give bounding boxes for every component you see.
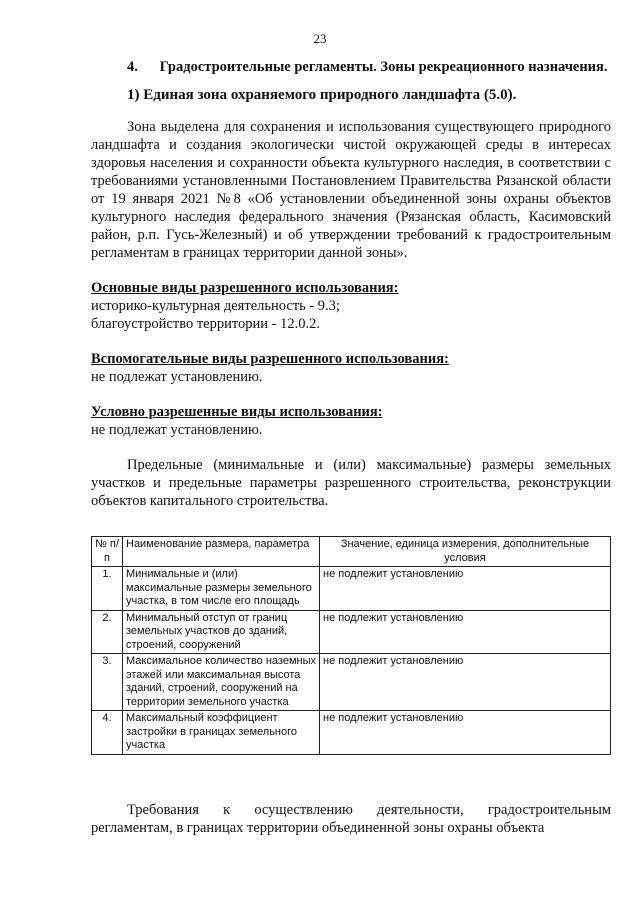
row-name: Минимальные и (или) максимальные размеры земельного участка, в том числе его площадь	[123, 567, 320, 611]
section-heading: 4. Градостроительные регламенты. Зоны рекреационного назначения.	[127, 59, 608, 75]
row-num: 3.	[92, 654, 123, 711]
header-num: № п/п	[92, 537, 123, 567]
parameters-table	[91, 536, 611, 755]
main-uses-title: Основные виды разрешенного использования:	[91, 280, 399, 296]
row-value: не подлежит установлению	[320, 711, 611, 755]
conditional-uses-block	[91, 403, 611, 439]
auxiliary-uses-block	[91, 350, 611, 386]
table-row	[92, 567, 611, 611]
conditional-uses-title: Условно разрешенные виды использования:	[91, 404, 383, 420]
row-num: 1.	[92, 567, 123, 611]
table-row	[92, 711, 611, 755]
final-paragraph: Требования к осуществлению деятельности, градостроительным регламентам, в границах территории объединенной зоны охраны объекта	[91, 802, 611, 836]
zone-description: Зона выделена для сохранения и использования существующего природного ландшафта и создания экологически чистой окружающей среды в интересах здоровья населения и сохранности объекта культурного наследия, в соответствии с требованиями установленными Постановлением Правительства Рязанской области от 19 января 2021 №8 «Об установлении объединенной зоны охраны объектов культурного наследия федерального значения (Рязанская область, Касимовский район, р.п. Гусь-Железный) и об утверждении требований к градостроительным регламентам в границах территории данной зоны».	[91, 119, 611, 261]
table-row	[92, 654, 611, 711]
row-value: не подлежит установлению	[320, 654, 611, 711]
main-use-item: благоустройство территории - 12.0.2.	[91, 316, 320, 332]
row-name: Минимальный отступ от границ земельных участков до зданий, строений, сооружений	[123, 610, 320, 654]
row-num: 2.	[92, 610, 123, 654]
header-name: Наименование размера, параметра	[123, 537, 320, 567]
auxiliary-uses-title: Вспомогательные виды разрешенного использования:	[91, 351, 449, 367]
auxiliary-uses-text: не подлежат установлению.	[91, 369, 263, 385]
row-value: не подлежит установлению	[320, 610, 611, 654]
table-row	[92, 610, 611, 654]
conditional-uses-text: не подлежат установлению.	[91, 422, 263, 438]
header-value: Значение, единица измерения, дополнительные условия	[320, 537, 611, 567]
zone-title: 1) Единая зона охраняемого природного ландшафта (5.0).	[127, 87, 517, 103]
row-name: Максимальное количество наземных этажей или максимальная высота зданий, строений, сооружений на территории земельного участка	[123, 654, 320, 711]
row-name: Максимальный коэффициент застройки в границах земельного участка	[123, 711, 320, 755]
row-num: 4.	[92, 711, 123, 755]
page-number: 23	[313, 31, 327, 46]
limits-intro: Предельные (минимальные и (или) максимальные) размеры земельных участков и предельные параметры разрешенного строительства, реконструкции объектов капитального строительства.	[91, 457, 611, 509]
document-body	[91, 58, 611, 510]
main-use-item: историко-культурная деятельность - 9.3;	[91, 298, 340, 314]
main-uses-block	[91, 279, 611, 333]
row-value: не подлежит установлению	[320, 567, 611, 611]
table-header-row	[92, 537, 611, 567]
